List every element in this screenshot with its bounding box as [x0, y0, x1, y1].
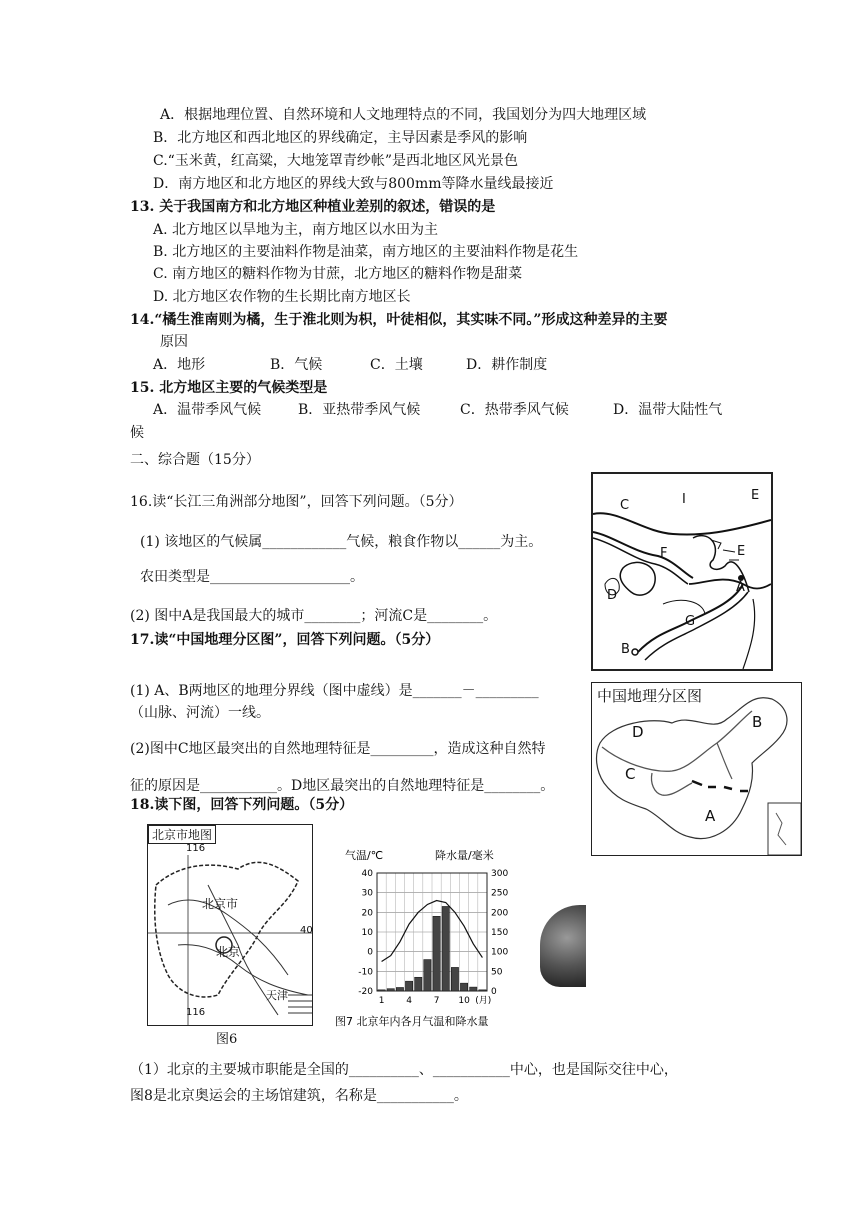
q17-part1: (1) A、B两地区的地理分界线（图中虚线）是_______－_________	[130, 683, 539, 699]
q12-option-d: D．南方地区和北方地区的界线大致与800mm等降水量线最接近	[153, 176, 554, 192]
right-tick-label: 250	[491, 888, 509, 899]
precip-bar	[405, 981, 412, 991]
q14-stem-cont: 原因	[160, 334, 188, 350]
left-tick-label: 20	[361, 908, 373, 919]
precip-bar	[470, 987, 477, 991]
q17-part2: (2)图中C地区最突出的自然地理特征是_________，造成这种自然特	[130, 741, 546, 757]
left-tick-label: 40	[361, 869, 373, 879]
q15-stem: 15. 北方地区主要的气候类型是	[130, 380, 328, 396]
q15-option-d: D．温带大陆性气	[613, 402, 723, 418]
climate-chart	[335, 845, 535, 1030]
right-tick-label: 300	[491, 869, 509, 879]
china-label-d: D	[632, 723, 644, 741]
beijing-label-center: 北京	[216, 945, 241, 959]
beijing-label-116-top: 116	[186, 843, 206, 854]
yangtze-delta-map	[591, 472, 773, 671]
china-map-drawing	[592, 683, 801, 855]
beijing-label-tianjin: 天津	[266, 989, 288, 1002]
left-tick-label: 30	[361, 888, 373, 899]
right-tick-label: 150	[491, 928, 509, 938]
precip-bar	[460, 983, 467, 991]
q13-option-a: A. 北方地区以旱地为主，南方地区以水田为主	[153, 222, 439, 238]
stadium-photo	[540, 905, 586, 987]
q12-option-b: B．北方地区和西北地区的界线确定，主导因素是季风的影响	[153, 130, 528, 146]
q15-option-a: A．温带季风气候	[153, 402, 262, 418]
climate-chart-svg	[335, 845, 535, 1030]
beijing-map-title: 北京市地图	[148, 825, 216, 844]
left-tick-label: 0	[367, 947, 373, 958]
q17-stem: 17.读“中国地理分区图”，回答下列问题。（5分）	[130, 632, 440, 648]
beijing-label-116-bottom: 116	[186, 1007, 206, 1018]
left-axis-title: 气温/℃	[345, 849, 384, 862]
map-label-b: B	[621, 642, 630, 657]
q17-part1-cont: （山脉、河流）一线。	[130, 705, 270, 721]
q15-option-d-wrap: 候	[130, 425, 144, 441]
q18-part1: （1）北京的主要城市职能是全国的__________、___________中心，也是国际交往中心，	[130, 1062, 678, 1078]
q13-option-b: B. 北方地区的主要油料作物是油菜，南方地区的主要油料作物是花生	[153, 244, 579, 260]
china-regions-map	[591, 682, 802, 856]
china-label-a: A	[705, 807, 716, 825]
map-label-i: I	[682, 492, 686, 507]
map-label-a: A	[736, 580, 745, 595]
precip-bar	[433, 916, 440, 991]
q14-stem: 14.“橘生淮南则为橘，生于淮北则为枳，叶徒相似，其实味不同。”形成这种差异的主要	[130, 312, 668, 328]
q14-option-b: B．气候	[270, 357, 323, 373]
map-label-d: D	[607, 588, 618, 603]
q13-option-d: D. 北方地区农作物的生长期比南方地区长	[153, 289, 411, 305]
right-tick-label: 0	[491, 987, 497, 997]
q14-option-a: A．地形	[153, 357, 206, 373]
q18-part1-cont: 图8是北京奥运会的主场馆建筑，名称是___________。	[130, 1088, 468, 1104]
china-label-c: C	[625, 765, 636, 783]
q15-option-b: B．亚热带季风气候	[298, 402, 421, 418]
left-tick-label: -20	[358, 987, 373, 997]
precip-bar	[378, 990, 385, 991]
map-label-f: F	[660, 546, 668, 561]
right-tick-label: 100	[491, 947, 509, 958]
precip-bar	[442, 906, 449, 991]
right-tick-label: 50	[491, 967, 503, 978]
q14-option-c: C．土壤	[370, 357, 423, 373]
map-label-c: C	[620, 498, 630, 513]
precip-bar	[451, 967, 458, 991]
x-tick-label: 1	[378, 996, 385, 1006]
chart-caption: 图7 北京年内各月气温和降水量	[335, 1015, 489, 1028]
precip-bar	[479, 990, 486, 991]
beijing-label-40: 40	[300, 925, 313, 936]
precip-bar	[424, 960, 431, 991]
section-heading: 二、综合题（15分）	[130, 452, 260, 468]
right-tick-label: 200	[491, 908, 509, 919]
q15-option-c: C．热带季风气候	[460, 402, 569, 418]
precip-bar	[387, 989, 394, 991]
q16-part1-cont: 农田类型是____________________。	[140, 569, 364, 585]
china-map-title: 中国地理分区图	[597, 687, 703, 705]
x-tick-label: 10	[458, 996, 470, 1006]
left-tick-label: -10	[358, 967, 373, 978]
map-label-g: G	[685, 614, 696, 629]
q17-part2-cont: 征的原因是___________。D地区最突出的自然地理特征是________。	[130, 778, 555, 794]
q16-part1: (1) 该地区的气候属____________气候，粮食作物以______为主。	[140, 534, 543, 550]
x-tick-label: 7	[433, 996, 440, 1006]
q12-option-a: A．根据地理位置、自然环境和人文地理特点的不同，我国划分为四大地理区域	[160, 107, 647, 123]
china-label-b: B	[752, 713, 763, 731]
q16-part2: (2) 图中A是我国最大的城市________；河流C是________。	[130, 608, 498, 624]
map-label-e2: E	[737, 544, 746, 559]
fig6-caption: 图6	[216, 1032, 238, 1047]
q18-stem: 18.读下图，回答下列问题。（5分）	[130, 797, 354, 813]
q16-stem: 16.读“长江三角洲部分地图”，回答下列问题。（5分）	[130, 494, 463, 510]
beijing-map	[147, 824, 313, 1026]
left-tick-label: 10	[361, 928, 373, 938]
map-label-e: E	[751, 488, 760, 503]
right-axis-title: 降水量/毫米	[435, 849, 494, 862]
precip-bar	[396, 987, 403, 991]
beijing-label-city: 北京市	[202, 897, 239, 911]
x-tick-label: 4	[406, 996, 412, 1006]
q13-option-c: C. 南方地区的糖料作物为甘蔗，北方地区的糖料作物是甜菜	[153, 266, 523, 282]
q14-option-d: D．耕作制度	[466, 357, 548, 373]
x-axis-unit: (月)	[475, 996, 492, 1006]
q13-stem: 13. 关于我国南方和北方地区种植业差别的叙述，错误的是	[130, 199, 496, 215]
precip-bar	[415, 977, 422, 991]
q12-option-c: C.“玉米黄，红高粱，大地笼罩青纱帐”是西北地区风光景色	[153, 153, 518, 169]
